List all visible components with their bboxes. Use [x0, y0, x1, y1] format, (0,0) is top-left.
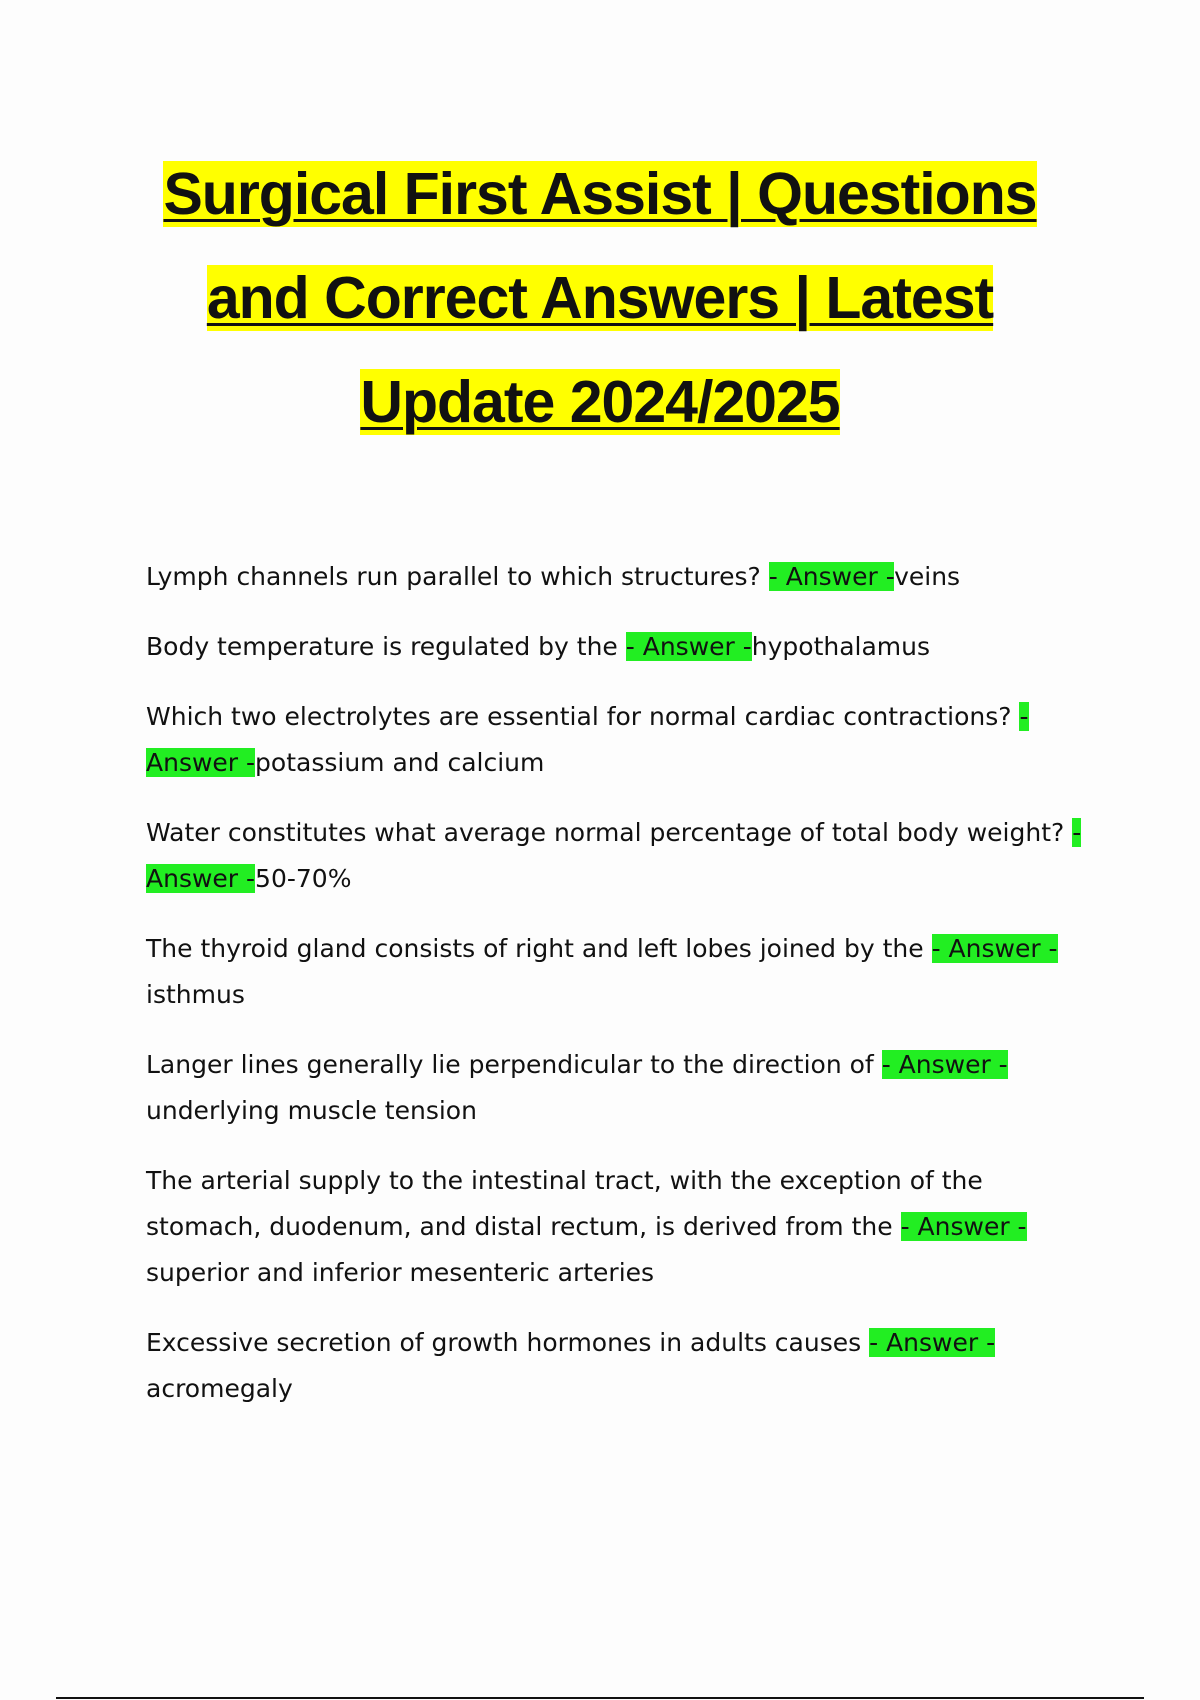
answer-text: acromegaly — [146, 1374, 293, 1403]
answer-marker: - Answer - — [146, 818, 1082, 893]
qa-item — [146, 624, 1086, 670]
answer-marker: - Answer - — [931, 934, 1058, 963]
qa-item — [146, 810, 1086, 902]
question-text: Lymph channels run parallel to which structures? — [146, 562, 761, 591]
qa-item — [146, 926, 1086, 1018]
footer-divider — [56, 1697, 1144, 1699]
answer-marker: - Answer - — [625, 632, 752, 661]
qa-item — [146, 1042, 1086, 1134]
answer-text: veins — [894, 562, 961, 591]
question-text: The thyroid gland consists of right and left lobes joined by the — [146, 934, 924, 963]
answer-text: underlying muscle tension — [146, 1096, 477, 1125]
qa-item — [146, 1158, 1086, 1296]
answer-marker: - Answer - — [869, 1328, 996, 1357]
question-text: Which two electrolytes are essential for normal cardiac contractions? — [146, 702, 1012, 731]
document-title — [120, 142, 1080, 454]
question-text: Water constitutes what average normal percentage of total body weight? — [146, 818, 1065, 847]
answer-text: isthmus — [146, 980, 245, 1009]
answer-text: potassium and calcium — [255, 748, 545, 777]
answer-marker: - Answer - — [881, 1050, 1008, 1079]
answer-text: superior and inferior mesenteric arteries — [146, 1258, 655, 1287]
answer-marker: - Answer - — [900, 1212, 1027, 1241]
question-text: Body temperature is regulated by the — [146, 632, 618, 661]
document-title-text: Surgical First Assist | Questions and Correct Answers | Latest Update 2024/2025 — [163, 161, 1037, 435]
answer-text: 50-70% — [255, 864, 352, 893]
answer-marker: - Answer - — [146, 702, 1029, 777]
question-text: Langer lines generally lie perpendicular to the direction of — [146, 1050, 874, 1079]
question-text: Excessive secretion of growth hormones in adults causes — [146, 1328, 862, 1357]
answer-text: hypothalamus — [751, 632, 931, 661]
question-text: The arterial supply to the intestinal tract, with the exception of the stomach, duodenum, and distal rectum, is derived from the — [146, 1166, 983, 1241]
qa-item — [146, 1320, 1086, 1412]
qa-item — [146, 694, 1086, 786]
qa-list — [146, 554, 1086, 1436]
answer-marker: - Answer - — [768, 562, 895, 591]
qa-item — [146, 554, 1086, 600]
